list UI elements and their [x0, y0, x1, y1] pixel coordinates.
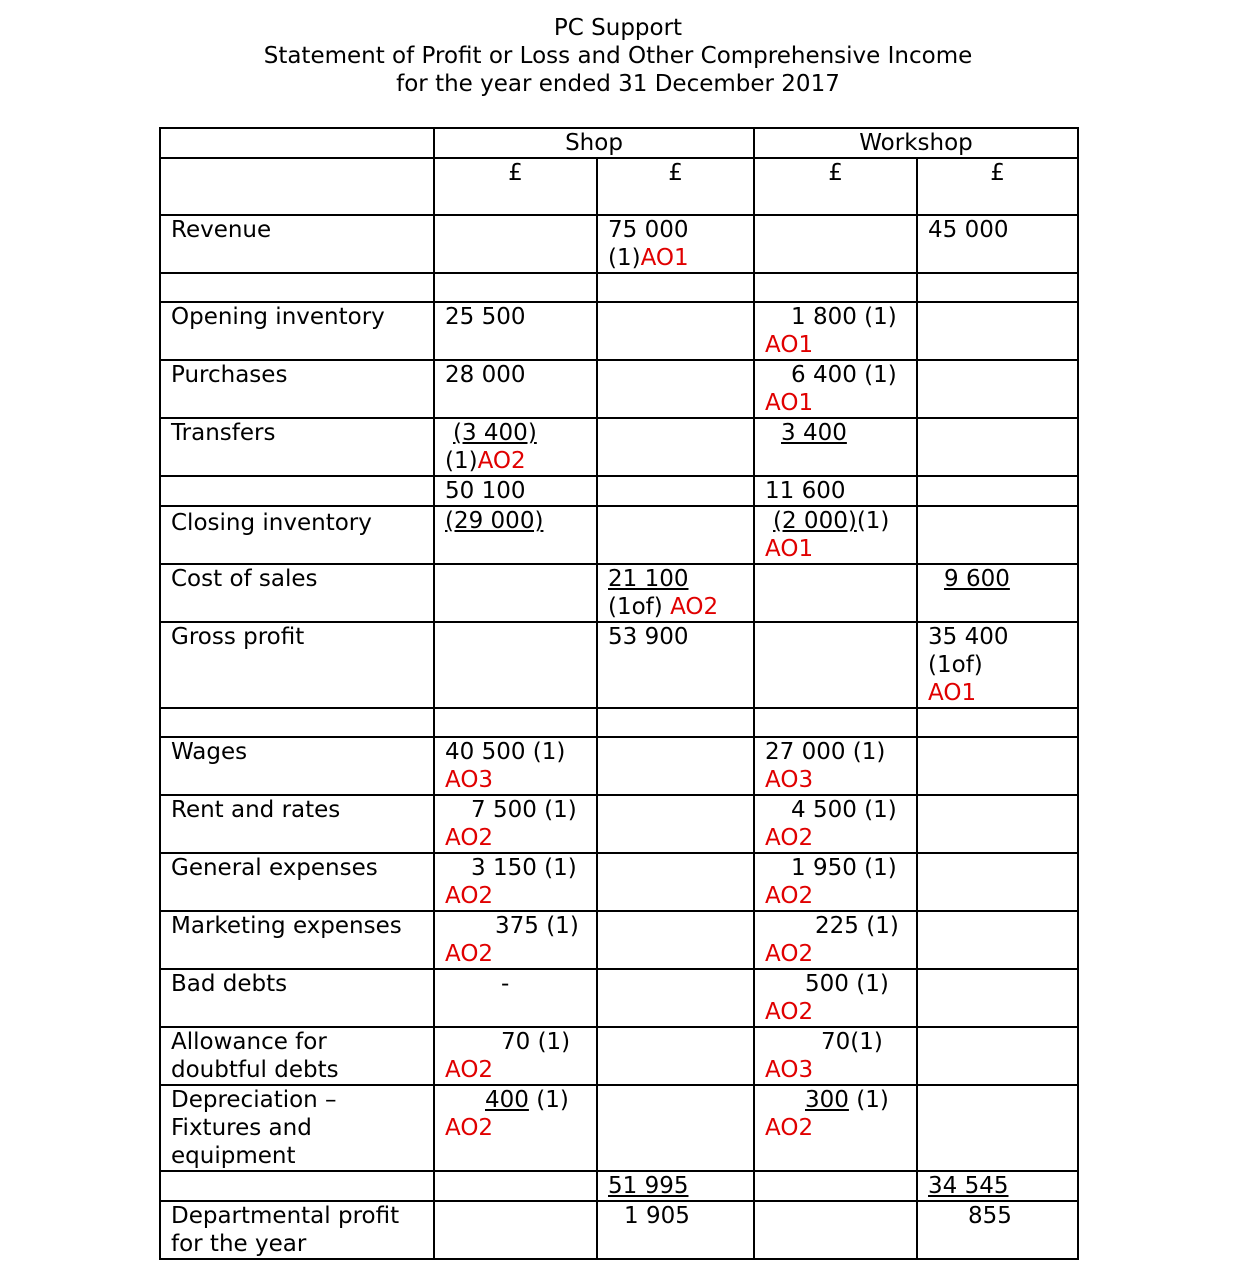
row-label: Marketing expenses [160, 911, 434, 969]
company-name: PC Support [553, 15, 683, 41]
row-label: Wages [160, 737, 434, 795]
ao-mark: AO2 [765, 1115, 814, 1141]
ao-mark: AO3 [765, 767, 814, 793]
shop-total-cell: 1 905 [597, 1201, 754, 1259]
shop-header: Shop [434, 128, 754, 158]
row-departmental-profit [160, 1201, 1078, 1259]
shop-detail-cell: 50 100 [434, 476, 597, 506]
row-gross-profit [160, 622, 1078, 708]
shop-detail-cell: - [434, 969, 597, 1027]
row-total-expenses [160, 1171, 1078, 1201]
ao-mark: AO2 [445, 1115, 494, 1141]
row-purchases [160, 360, 1078, 418]
row-label: Gross profit [160, 622, 434, 708]
ao-mark: AO1 [640, 245, 689, 271]
row-transfers [160, 418, 1078, 476]
row-bad-debts [160, 969, 1078, 1027]
row-opening-inventory [160, 302, 1078, 360]
currency-label: £ [597, 158, 754, 215]
shop-detail-cell: (29 000) [434, 506, 597, 564]
ao-mark: AO2 [765, 999, 814, 1025]
ao-mark: AO1 [765, 390, 814, 416]
workshop-total-cell: 35 400 (1of) AO1 [917, 622, 1078, 708]
workshop-detail-cell: (2 000)(1) AO1 [754, 506, 917, 564]
ao-mark: AO1 [928, 680, 977, 706]
shop-total-cell: 53 900 [597, 622, 754, 708]
ao-mark: AO2 [477, 448, 526, 474]
workshop-total-cell: 45 000 [917, 215, 1078, 273]
row-label: Departmental profit for the year [160, 1201, 434, 1259]
row-label: Bad debts [160, 969, 434, 1027]
row-general-expenses [160, 853, 1078, 911]
row-label: Closing inventory [160, 506, 434, 564]
workshop-header: Workshop [754, 128, 1078, 158]
row-subtotal [160, 476, 1078, 506]
workshop-detail-cell: 70(1) AO3 [754, 1027, 917, 1085]
shop-detail-cell: 40 500 (1) AO3 [434, 737, 597, 795]
workshop-detail-cell: 11 600 [754, 476, 917, 506]
row-label: Rent and rates [160, 795, 434, 853]
row-marketing-expenses [160, 911, 1078, 969]
row-revenue [160, 215, 1078, 273]
header-row-currency [160, 158, 1078, 215]
row-closing-inventory [160, 506, 1078, 564]
workshop-detail-cell: 27 000 (1) AO3 [754, 737, 917, 795]
row-label: Purchases [160, 360, 434, 418]
shop-total-cell: 51 995 [597, 1171, 754, 1201]
workshop-total-cell: 855 [917, 1201, 1078, 1259]
row-allowance-doubtful-debts [160, 1027, 1078, 1085]
ao-mark: AO3 [445, 767, 494, 793]
ao-mark: AO2 [765, 941, 814, 967]
shop-detail-cell: 375 (1) AO2 [434, 911, 597, 969]
row-wages [160, 737, 1078, 795]
ao-mark: AO2 [445, 825, 494, 851]
ao-mark: AO3 [765, 1057, 814, 1083]
ao-mark: AO1 [765, 332, 814, 358]
shop-detail-cell: 400 (1) AO2 [434, 1085, 597, 1171]
workshop-detail-cell: 6 400 (1) AO1 [754, 360, 917, 418]
row-label: General expenses [160, 853, 434, 911]
workshop-detail-cell: 4 500 (1) AO2 [754, 795, 917, 853]
currency-label: £ [434, 158, 597, 215]
statement-name: Statement of Profit or Loss and Other Comprehensive Income [263, 43, 973, 69]
ao-mark: AO1 [765, 536, 814, 562]
workshop-detail-cell: 1 950 (1) AO2 [754, 853, 917, 911]
shop-detail-cell: 7 500 (1) AO2 [434, 795, 597, 853]
header-empty-cell [160, 128, 434, 158]
workshop-detail-cell: 300 (1) AO2 [754, 1085, 917, 1171]
ao-mark: AO2 [670, 594, 719, 620]
currency-label: £ [754, 158, 917, 215]
workshop-detail-cell: 225 (1) AO2 [754, 911, 917, 969]
shop-detail-cell: 25 500 [434, 302, 597, 360]
ao-mark: AO2 [765, 883, 814, 909]
row-label: Opening inventory [160, 302, 434, 360]
row-label: Allowance for doubtful debts [160, 1027, 434, 1085]
workshop-detail-cell: 500 (1) AO2 [754, 969, 917, 1027]
row-label: Cost of sales [160, 564, 434, 622]
statement-title [0, 14, 1236, 98]
ao-mark: AO2 [445, 1057, 494, 1083]
shop-detail-cell: (3 400) (1)AO2 [434, 418, 597, 476]
row-label: Transfers [160, 418, 434, 476]
header-row-departments [160, 128, 1078, 158]
row-depreciation [160, 1085, 1078, 1171]
row-rent-and-rates [160, 795, 1078, 853]
ao-mark: AO2 [445, 941, 494, 967]
header-empty-cell [160, 158, 434, 215]
row-spacer [160, 273, 1078, 302]
ao-mark: AO2 [445, 883, 494, 909]
ao-mark: AO2 [765, 825, 814, 851]
workshop-total-cell: 9 600 [917, 564, 1078, 622]
workshop-total-cell: 34 545 [917, 1171, 1078, 1201]
income-statement-table [159, 127, 1079, 1260]
shop-detail-cell: 70 (1) AO2 [434, 1027, 597, 1085]
row-spacer [160, 708, 1078, 737]
row-label: Depreciation – Fixtures and equipment [160, 1085, 434, 1171]
shop-total-cell: 75 000 (1)AO1 [597, 215, 754, 273]
workshop-detail-cell: 3 400 [754, 418, 917, 476]
shop-total-cell: 21 100 (1of) AO2 [597, 564, 754, 622]
shop-detail-cell: 3 150 (1) AO2 [434, 853, 597, 911]
row-cost-of-sales [160, 564, 1078, 622]
shop-detail-cell: 28 000 [434, 360, 597, 418]
row-label: Revenue [160, 215, 434, 273]
currency-label: £ [917, 158, 1078, 215]
workshop-detail-cell: 1 800 (1) AO1 [754, 302, 917, 360]
statement-period: for the year ended 31 December 2017 [396, 71, 840, 97]
